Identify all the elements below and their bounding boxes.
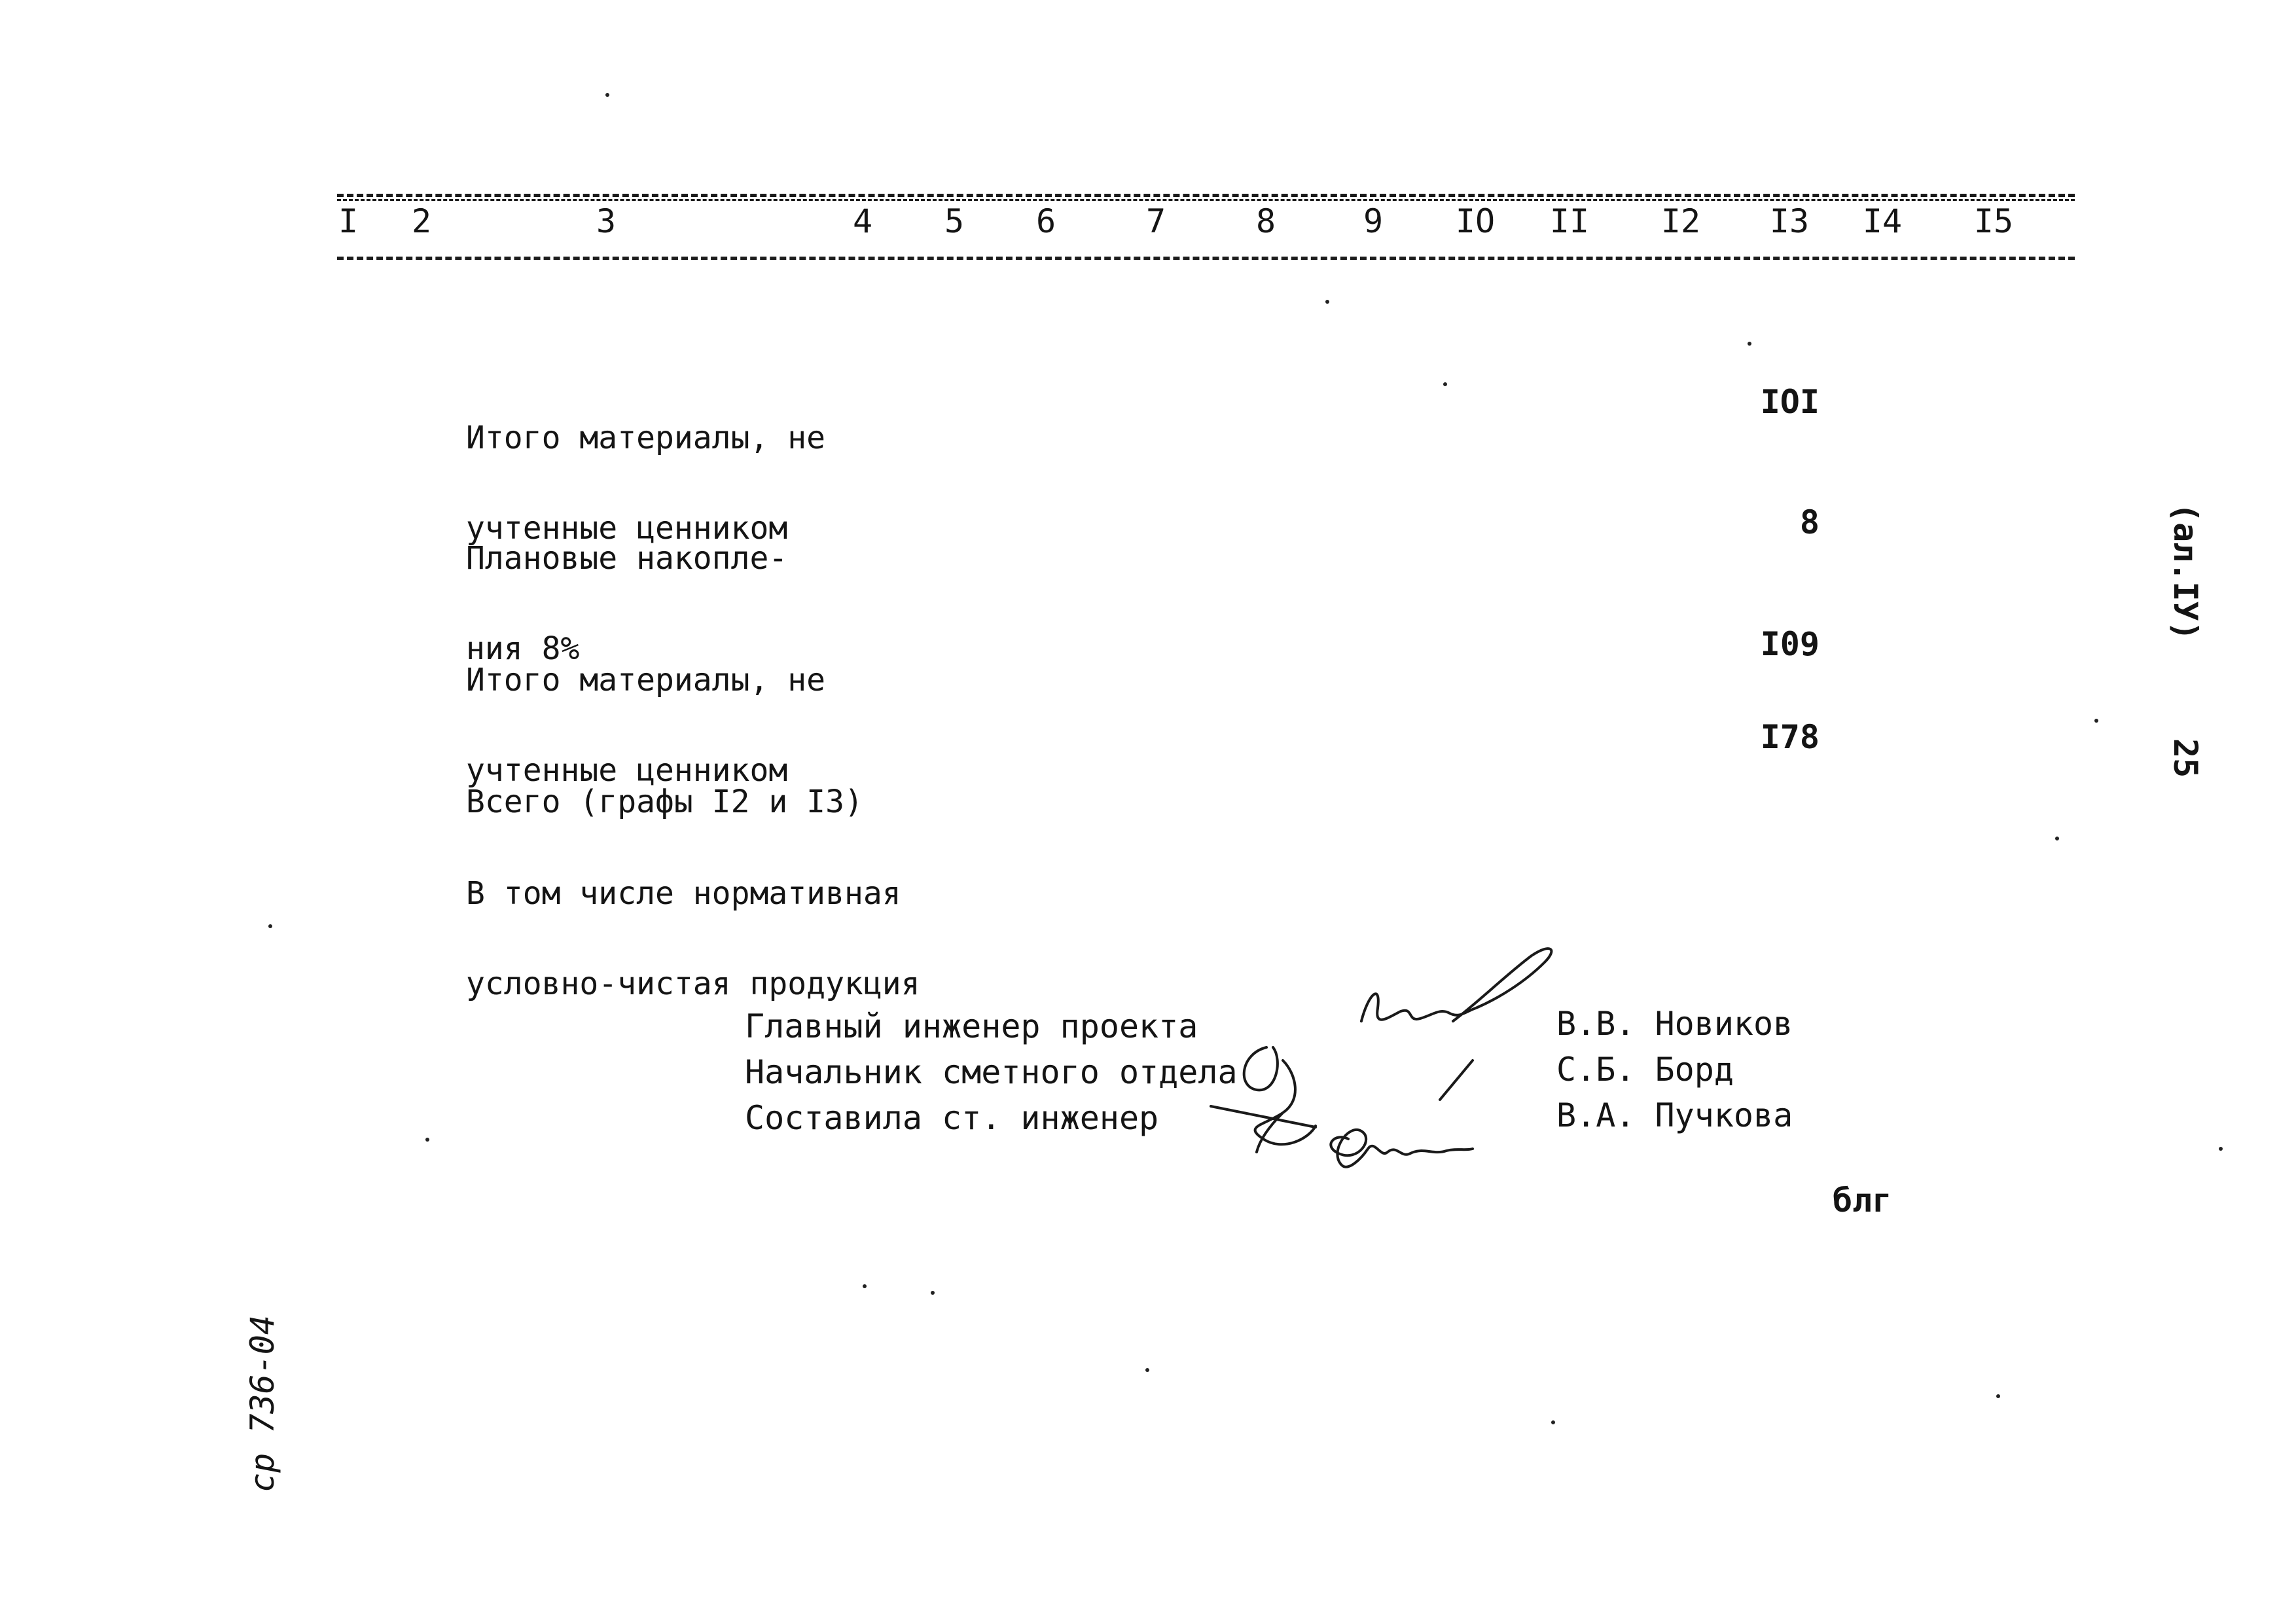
signature-2-stroke (1211, 1047, 1316, 1152)
scan-speck (1551, 1420, 1555, 1424)
column-number: I5 (1973, 202, 2014, 240)
signature-name: В.А. Пучкова (1556, 1096, 1793, 1134)
row-label-line: В том числе нормативная (466, 875, 901, 912)
row-label-line: Итого материалы, не (466, 662, 826, 698)
column-number: 6 (1035, 202, 1056, 240)
scan-speck (931, 1291, 935, 1295)
signature-1-stroke (1361, 948, 1551, 1021)
column-number: 7 (1145, 202, 1166, 240)
column-number: 8 (1255, 202, 1276, 240)
row-label-line: учтенные ценником (466, 752, 788, 789)
scan-speck (605, 93, 609, 97)
row-label-line: учтенные ценником (466, 510, 788, 547)
row-value: 8 (1799, 503, 1820, 541)
signature-1-tail (1440, 1060, 1473, 1100)
column-number: 5 (944, 202, 965, 240)
row-label-line: условно-чистая продукция (466, 965, 920, 1002)
scan-speck (1996, 1394, 2000, 1398)
page-number: 25 (2166, 738, 2204, 778)
signature-title: Главный инженер проекта (745, 1007, 1198, 1045)
row-value: I09 (1760, 625, 1820, 663)
scan-speck (268, 924, 272, 928)
column-number: IO (1455, 202, 1496, 240)
row-label-line: Итого материалы, не (466, 420, 826, 456)
scan-speck (863, 1284, 867, 1288)
column-number: I2 (1660, 202, 1701, 240)
column-number: I (338, 202, 359, 240)
row-label-line: Всего (графы I2 и I3) (466, 784, 863, 820)
column-number: I4 (1862, 202, 1903, 240)
scan-speck (2055, 837, 2059, 840)
scan-speck (2094, 719, 2098, 723)
typist-code: блг (1833, 1182, 1892, 1219)
column-number: 4 (852, 202, 873, 240)
row-label-line: Плановые накопле- (466, 540, 788, 577)
signature-name: С.Б. Борд (1556, 1051, 1734, 1089)
scan-speck (1325, 300, 1329, 304)
signature-3-stroke (1331, 1130, 1473, 1167)
scan-speck (1443, 382, 1447, 386)
row-value: I78 (1760, 718, 1820, 756)
scan-speck (425, 1138, 429, 1142)
scan-speck (2219, 1147, 2223, 1151)
column-number: 3 (596, 202, 617, 240)
column-number: 2 (411, 202, 432, 240)
signature-name: В.В. Новиков (1556, 1005, 1793, 1043)
document-code: ср 736-04 (243, 1315, 281, 1492)
sheet-reference: (ал.IУ) (2166, 503, 2204, 641)
signature-title: Начальник сметного отдела (745, 1053, 1238, 1091)
signature-title: Составила ст. инженер (745, 1099, 1159, 1137)
column-number: 9 (1363, 202, 1384, 240)
scan-speck (1145, 1368, 1149, 1372)
column-number: II (1549, 202, 1590, 240)
scan-speck (1748, 342, 1751, 346)
row-label-line: ния 8% (466, 630, 580, 667)
column-number: I3 (1769, 202, 1810, 240)
row-value: IOI (1760, 383, 1820, 421)
